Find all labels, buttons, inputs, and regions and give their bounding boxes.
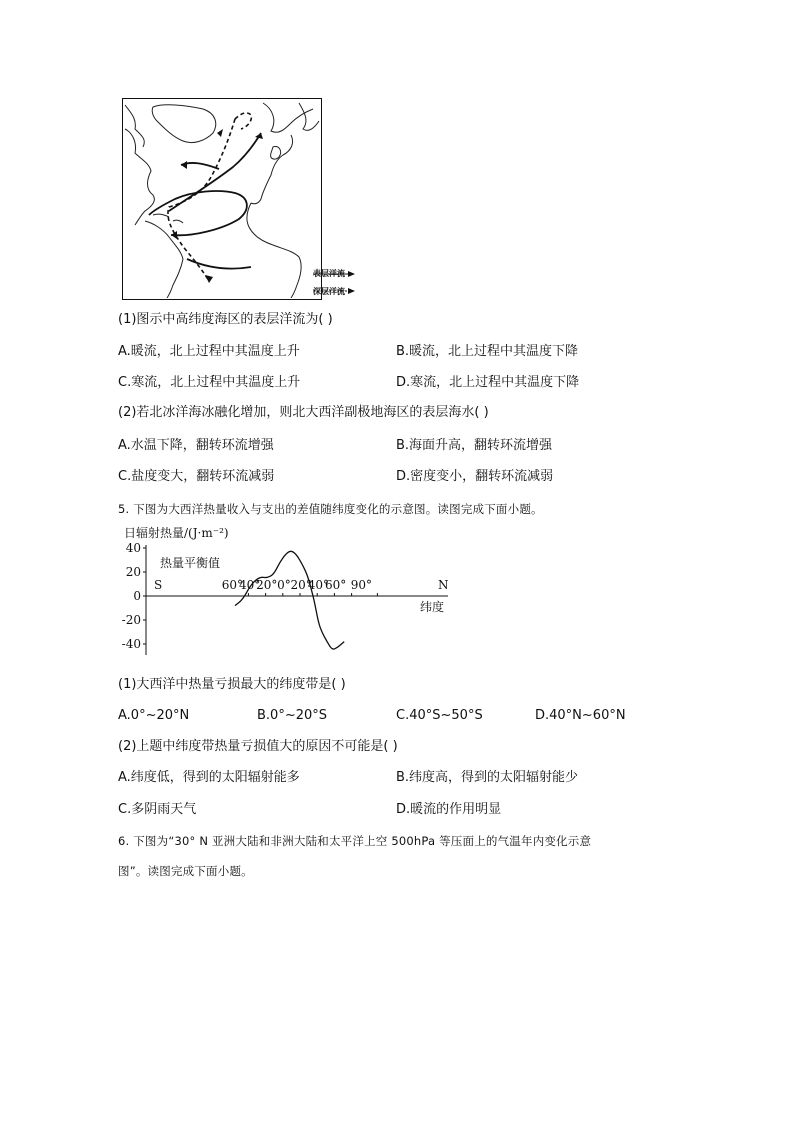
chart-x-tick-label: 20°	[256, 578, 278, 592]
q5-2-option-d: D.暖流的作用明显	[396, 802, 502, 817]
q5-intro: 5. 下图为大西洋热量收入与支出的差值随纬度变化的示意图。读图完成下面小题。	[118, 502, 543, 516]
deep-current	[168, 119, 235, 281]
chart-y-tick-label: 40	[125, 541, 141, 555]
q5-1-option-c: C.40°S~50°S	[396, 708, 483, 723]
chart-y-tick-label: 0	[133, 589, 141, 603]
south-america-coast	[145, 221, 183, 298]
surface-current-gulf-stream	[169, 133, 261, 211]
surface-arrow-top	[217, 129, 223, 137]
q4-1-option-a: A.暖流，北上过程中其温度上升	[118, 344, 300, 359]
chart-x-tick-label: 60°	[324, 578, 347, 592]
q5-2-stem: (2)上题中纬度带热量亏损值大的原因不可能是( )	[118, 739, 398, 754]
chart-y-tick-label: -40	[121, 637, 141, 651]
q4-2-option-b: B.海面升高，翻转环流增强	[396, 438, 553, 453]
surface-arrow-north	[255, 133, 263, 139]
chart-x-tick-label: 40°	[238, 578, 261, 592]
q5-1-option-d: D.40°N~60°N	[535, 708, 626, 723]
chart-x-tick-label: 90°	[350, 578, 373, 592]
ocean-current-map-drawing	[123, 99, 320, 298]
ocean-current-map	[122, 98, 322, 300]
q6-intro-line2: 图”。读图完成下面小题。	[118, 864, 253, 878]
legend-surface-label: 表层洋流	[313, 269, 345, 278]
deep-current-north	[235, 113, 251, 129]
q5-1-option-b: B.0°~20°S	[257, 708, 328, 723]
legend-deep-label: 深层洋流	[313, 287, 345, 296]
british-isles	[271, 147, 281, 159]
heat-balance-chart-svg	[118, 525, 458, 665]
chart-y-tick-label: -20	[121, 613, 141, 627]
q5-2-option-b: B.纬度高，得到的太阳辐射能少	[396, 770, 579, 785]
q4-2-option-d: D.密度变小，翻转环流减弱	[396, 469, 554, 484]
chart-y-tick-label: 20	[125, 565, 141, 579]
deep-arrow-south	[205, 275, 213, 283]
north-america-coast	[125, 129, 154, 225]
q5-2-option-c: C.多阴雨天气	[118, 802, 197, 817]
chart-series-line	[235, 551, 347, 649]
chart-x-end-label: N	[438, 578, 449, 592]
chart-annotation: 热量平衡值	[160, 556, 221, 570]
q6-intro-line1: 6. 下图为“30° N 亚洲大陆和非洲大陆和太平洋上空 500hPa 等压面上的气温年内变化示意	[118, 834, 592, 848]
q4-2-option-c: C.盐度变大，翻转环流减弱	[118, 469, 275, 484]
europe-coast	[251, 103, 313, 204]
q4-1-option-b: B.暖流，北上过程中其温度下降	[396, 344, 579, 359]
q4-2-option-a: A.水温下降，翻转环流增强	[118, 438, 274, 453]
chart-x-tick-label: 60°	[221, 578, 244, 592]
surface-arrow-west	[181, 161, 187, 169]
chart-x-ticks	[222, 578, 378, 596]
heat-balance-chart	[118, 525, 458, 665]
q5-1-stem: (1)大西洋中热量亏损最大的纬度带是( )	[118, 677, 346, 692]
q5-1-option-a: A.0°~20°N	[118, 708, 190, 723]
chart-x-tick-label: 0°	[277, 578, 291, 592]
greenland-outline	[152, 105, 216, 143]
legend-deep-arrow	[313, 279, 355, 285]
scandinavia-coast	[299, 103, 319, 130]
chart-x-tick-label: 40°	[307, 578, 330, 592]
chart-x-start-label: S	[154, 578, 163, 592]
chart-x-tick-label: 20°	[290, 578, 312, 592]
q5-2-option-a: A.纬度低，得到的太阳辐射能多	[118, 770, 300, 785]
chart-y-ticks	[122, 541, 146, 651]
q4-1-option-c: C.寒流，北上过程中其温度上升	[118, 375, 301, 390]
surface-current-gyre	[149, 191, 247, 235]
q4-2-stem: (2)若北冰洋海冰融化增加，则北大西洋副极地海区的表层海水( )	[118, 405, 489, 420]
q4-1-stem: (1)图示中高纬度海区的表层洋流为( )	[118, 312, 333, 327]
chart-xlabel: 纬度	[420, 600, 445, 614]
chart-ylabel: 日辐射热量/(J·m⁻²)	[124, 526, 229, 540]
surface-current-south	[187, 259, 251, 269]
africa-coast	[247, 203, 301, 298]
q4-1-option-d: D.寒流，北上过程中其温度下降	[396, 375, 580, 390]
